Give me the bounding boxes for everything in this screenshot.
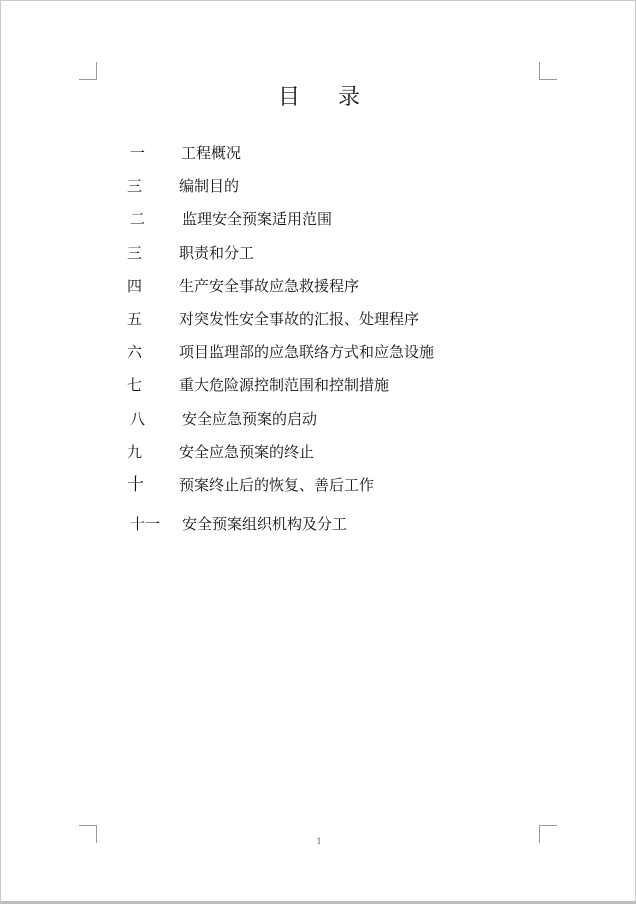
toc-item-number: 九 <box>127 443 143 461</box>
toc-item-text: 生产安全事故应急救援程序 <box>179 277 360 295</box>
toc-item-number: 七 <box>127 376 143 394</box>
toc-item-number: 十 <box>127 475 144 495</box>
toc-item-text: 安全应急预案的终止 <box>179 443 315 461</box>
toc-item-text: 安全预案组织机构及分工 <box>182 515 348 533</box>
toc-item-text: 项目监理部的应急联络方式和应急设施 <box>179 343 435 361</box>
toc-item-text: 重大危险源控制范围和控制措施 <box>179 376 390 394</box>
toc-item-text: 工程概况 <box>181 144 242 162</box>
toc-item-number: 六 <box>127 343 143 361</box>
margin-mark-top-right <box>539 62 557 80</box>
toc-item-number: 三 <box>127 244 143 262</box>
toc-item-number: 八 <box>130 410 146 428</box>
toc-item-number: 二 <box>130 210 146 228</box>
toc-item-number: 四 <box>127 277 143 295</box>
toc-item-text: 监理安全预案适用范围 <box>182 210 333 228</box>
toc-item-number: 十一 <box>130 515 161 533</box>
toc-item-text: 职责和分工 <box>179 244 255 262</box>
title-char-2: 录 <box>338 85 361 110</box>
toc-item-number: 一 <box>130 144 146 162</box>
toc-item-number: 五 <box>127 310 143 328</box>
margin-mark-top-left <box>79 62 97 80</box>
title-char-1: 目 <box>277 85 300 110</box>
page-title <box>1 85 636 111</box>
toc-item-text: 安全应急预案的启动 <box>182 410 318 428</box>
toc-item-number: 三 <box>127 177 143 195</box>
toc-item-text: 编制目的 <box>179 177 240 195</box>
page-number: 1 <box>316 837 322 846</box>
toc-item-text: 对突发性安全事故的汇报、处理程序 <box>179 310 420 328</box>
toc-item-text: 预案终止后的恢复、善后工作 <box>179 476 375 494</box>
